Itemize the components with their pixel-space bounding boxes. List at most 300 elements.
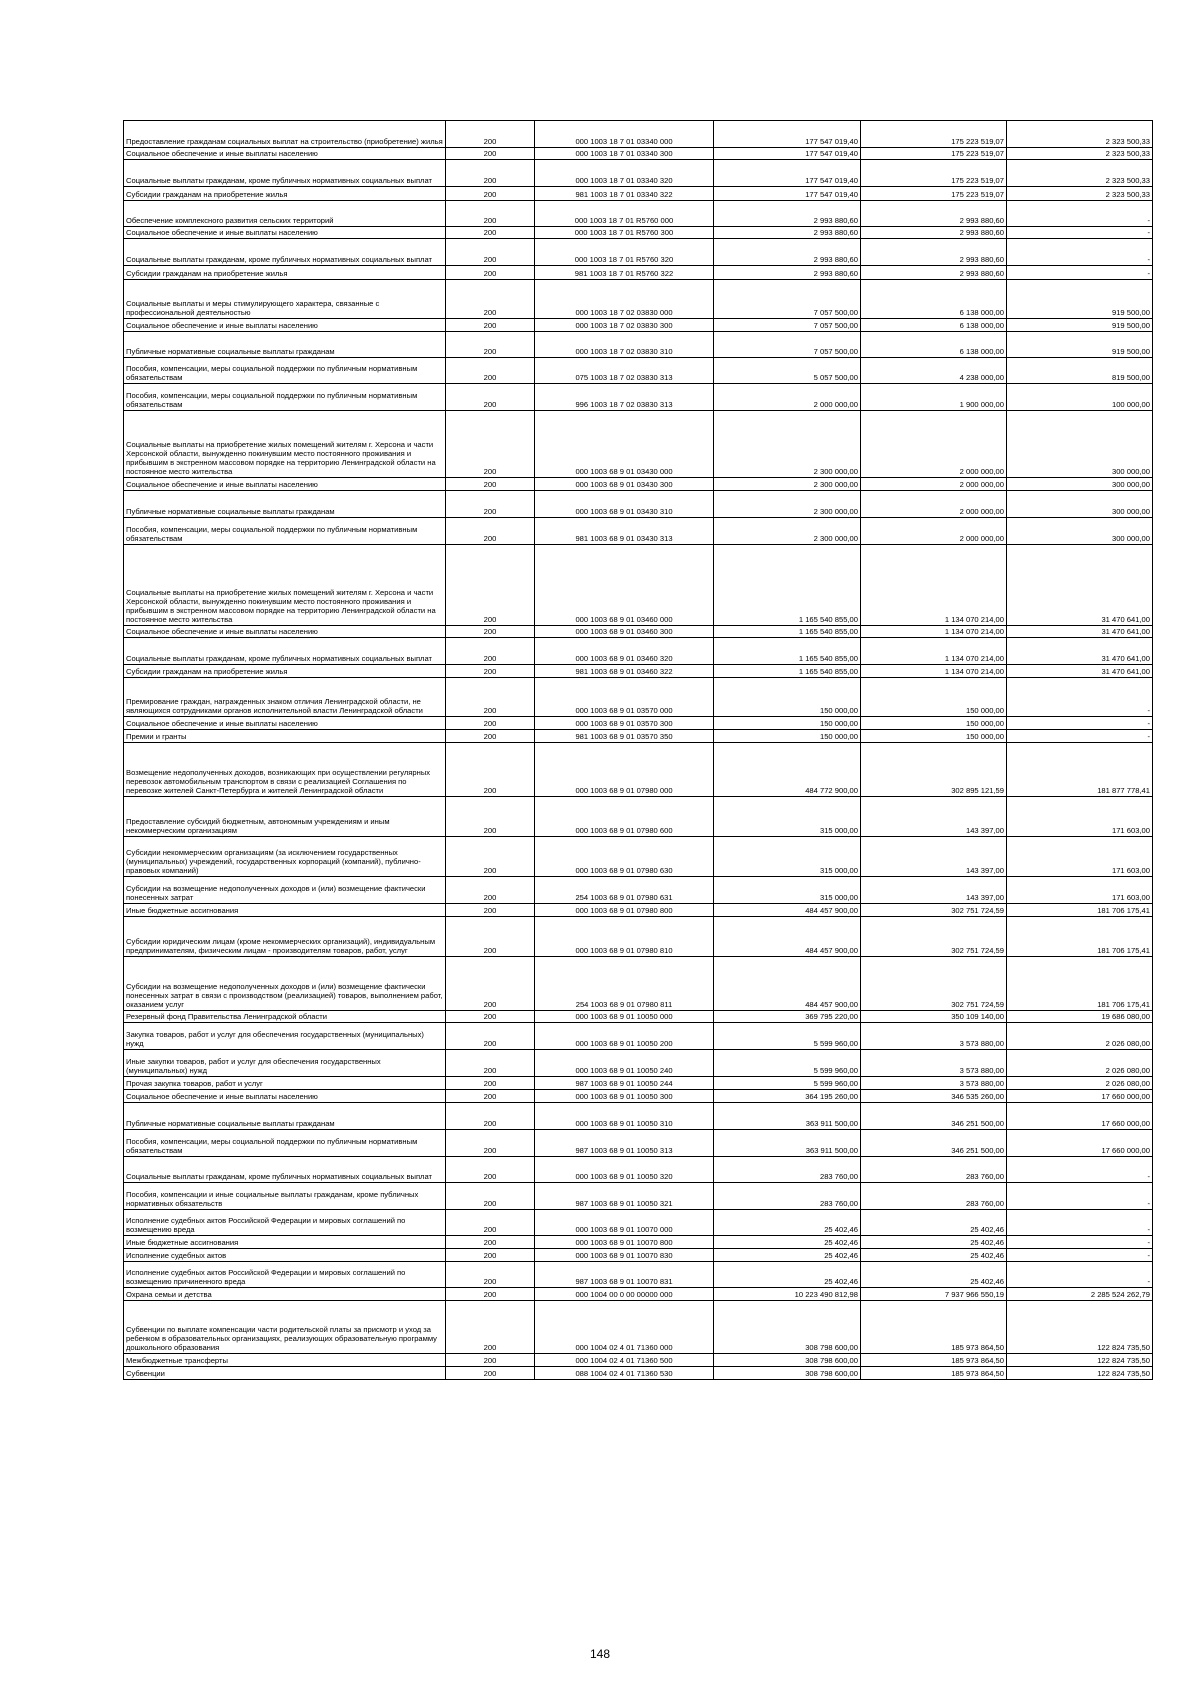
row-code-cell: 200	[446, 411, 535, 478]
row-remaining-amount-cell: -	[1007, 730, 1153, 743]
row-kbk-cell: 000 1003 18 7 01 R5760 000	[535, 201, 714, 227]
row-code-cell: 200	[446, 1236, 535, 1249]
row-name-cell: Предоставление субсидий бюджетным, автономным учреждениям и иным некоммерческим организациям	[124, 797, 446, 837]
row-name-cell: Субсидии на возмещение недополученных доходов и (или) возмещение фактически понесенных затрат	[124, 877, 446, 904]
row-plan-amount-cell: 484 457 900,00	[714, 904, 861, 917]
row-name-cell: Социальные выплаты на приобретение жилых помещений жителям г. Херсона и части Херсонской области, вынужденно покинувшим место постоянного проживания и прибывшим в экстренном массовом порядке на территорию Ленинградской области на постоянное место жительства	[124, 545, 446, 626]
row-kbk-cell: 000 1004 02 4 01 71360 000	[535, 1301, 714, 1354]
row-code-cell: 200	[446, 1011, 535, 1023]
row-kbk-cell: 000 1003 18 7 01 R5760 320	[535, 239, 714, 266]
row-plan-amount-cell: 7 057 500,00	[714, 280, 861, 319]
row-code-cell: 200	[446, 917, 535, 957]
row-name-cell: Социальное обеспечение и иные выплаты населению	[124, 227, 446, 239]
row-remaining-amount-cell: 2 026 080,00	[1007, 1077, 1153, 1090]
row-plan-amount-cell: 315 000,00	[714, 837, 861, 877]
row-executed-amount-cell: 1 134 070 214,00	[861, 665, 1007, 678]
row-plan-amount-cell: 2 993 880,60	[714, 201, 861, 227]
row-name-cell: Возмещение недополученных доходов, возникающих при осуществлении регулярных перевозок автомобильным транспортом в связи с реализацией Соглашения по перевозке жителей Санкт-Петербурга и жителей Ленинградской области	[124, 743, 446, 797]
row-plan-amount-cell: 315 000,00	[714, 877, 861, 904]
row-remaining-amount-cell: -	[1007, 678, 1153, 717]
row-plan-amount-cell: 10 223 490 812,98	[714, 1288, 861, 1301]
row-executed-amount-cell: 143 397,00	[861, 797, 1007, 837]
row-code-cell: 200	[446, 121, 535, 148]
row-remaining-amount-cell: -	[1007, 1249, 1153, 1262]
row-plan-amount-cell: 315 000,00	[714, 797, 861, 837]
table-row	[124, 280, 1153, 319]
row-plan-amount-cell: 364 195 260,00	[714, 1090, 861, 1103]
row-executed-amount-cell: 4 238 000,00	[861, 358, 1007, 384]
row-remaining-amount-cell: 2 285 524 262,79	[1007, 1288, 1153, 1301]
row-kbk-cell: 000 1003 68 9 01 07980 600	[535, 797, 714, 837]
row-code-cell: 200	[446, 1249, 535, 1262]
budget-table-body	[124, 121, 1153, 1380]
row-kbk-cell: 000 1003 68 9 01 07980 810	[535, 917, 714, 957]
row-name-cell: Предоставление гражданам социальных выплат на строительство (приобретение) жилья	[124, 121, 446, 148]
row-plan-amount-cell: 7 057 500,00	[714, 319, 861, 332]
row-kbk-cell: 000 1003 68 9 01 10050 300	[535, 1090, 714, 1103]
table-row	[124, 239, 1153, 266]
row-remaining-amount-cell: 122 824 735,50	[1007, 1367, 1153, 1380]
row-plan-amount-cell: 2 300 000,00	[714, 491, 861, 518]
row-code-cell: 200	[446, 626, 535, 638]
row-name-cell: Публичные нормативные социальные выплаты гражданам	[124, 491, 446, 518]
table-row	[124, 665, 1153, 678]
row-plan-amount-cell: 2 993 880,60	[714, 227, 861, 239]
row-name-cell: Социальные выплаты гражданам, кроме публичных нормативных социальных выплат	[124, 239, 446, 266]
row-executed-amount-cell: 302 751 724,59	[861, 904, 1007, 917]
row-kbk-cell: 000 1003 68 9 01 10050 000	[535, 1011, 714, 1023]
table-row	[124, 957, 1153, 1011]
row-plan-amount-cell: 150 000,00	[714, 717, 861, 730]
row-name-cell: Резервный фонд Правительства Ленинградской области	[124, 1011, 446, 1023]
row-code-cell: 200	[446, 730, 535, 743]
row-code-cell: 200	[446, 1262, 535, 1288]
row-remaining-amount-cell: 181 706 175,41	[1007, 904, 1153, 917]
row-plan-amount-cell: 2 993 880,60	[714, 239, 861, 266]
row-name-cell: Премии и гранты	[124, 730, 446, 743]
row-code-cell: 200	[446, 148, 535, 160]
row-plan-amount-cell: 25 402,46	[714, 1210, 861, 1236]
row-code-cell: 200	[446, 478, 535, 491]
row-name-cell: Пособия, компенсации и иные социальные выплаты гражданам, кроме публичных нормативных обязательств	[124, 1183, 446, 1210]
row-plan-amount-cell: 283 760,00	[714, 1157, 861, 1183]
row-name-cell: Субсидии гражданам на приобретение жилья	[124, 266, 446, 280]
row-kbk-cell: 000 1003 68 9 01 03430 300	[535, 478, 714, 491]
row-executed-amount-cell: 185 973 864,50	[861, 1354, 1007, 1367]
row-plan-amount-cell: 1 165 540 855,00	[714, 638, 861, 665]
row-name-cell: Социальные выплаты гражданам, кроме публичных нормативных социальных выплат	[124, 160, 446, 187]
row-kbk-cell: 000 1003 68 9 01 10050 240	[535, 1050, 714, 1077]
row-kbk-cell: 000 1003 68 9 01 10050 320	[535, 1157, 714, 1183]
row-remaining-amount-cell: -	[1007, 1157, 1153, 1183]
row-name-cell: Прочая закупка товаров, работ и услуг	[124, 1077, 446, 1090]
row-name-cell: Социальное обеспечение и иные выплаты населению	[124, 319, 446, 332]
row-kbk-cell: 000 1003 68 9 01 03460 320	[535, 638, 714, 665]
row-plan-amount-cell: 308 798 600,00	[714, 1354, 861, 1367]
row-executed-amount-cell: 302 751 724,59	[861, 957, 1007, 1011]
row-remaining-amount-cell: 31 470 641,00	[1007, 545, 1153, 626]
row-name-cell: Социальное обеспечение и иные выплаты населению	[124, 478, 446, 491]
row-code-cell: 200	[446, 358, 535, 384]
row-name-cell: Субсидии на возмещение недополученных доходов и (или) возмещение фактически понесенных затрат в связи с производством (реализацией) товаров, выполнением работ, оказанием услуг	[124, 957, 446, 1011]
table-row	[124, 491, 1153, 518]
row-code-cell: 200	[446, 877, 535, 904]
row-name-cell: Исполнение судебных актов	[124, 1249, 446, 1262]
row-remaining-amount-cell: 122 824 735,50	[1007, 1354, 1153, 1367]
row-name-cell: Пособия, компенсации, меры социальной поддержки по публичным нормативным обязательствам	[124, 384, 446, 411]
row-code-cell: 200	[446, 1157, 535, 1183]
row-kbk-cell: 000 1003 68 9 01 03460 300	[535, 626, 714, 638]
table-row	[124, 917, 1153, 957]
row-kbk-cell: 000 1003 18 7 01 R5760 300	[535, 227, 714, 239]
row-code-cell: 200	[446, 717, 535, 730]
table-row	[124, 904, 1153, 917]
row-name-cell: Иные бюджетные ассигнования	[124, 904, 446, 917]
row-name-cell: Межбюджетные трансферты	[124, 1354, 446, 1367]
row-remaining-amount-cell: 171 603,00	[1007, 797, 1153, 837]
row-remaining-amount-cell: -	[1007, 227, 1153, 239]
row-remaining-amount-cell: -	[1007, 201, 1153, 227]
row-executed-amount-cell: 283 760,00	[861, 1157, 1007, 1183]
row-plan-amount-cell: 150 000,00	[714, 678, 861, 717]
row-plan-amount-cell: 2 300 000,00	[714, 478, 861, 491]
row-plan-amount-cell: 1 165 540 855,00	[714, 626, 861, 638]
row-plan-amount-cell: 2 000 000,00	[714, 384, 861, 411]
table-row	[124, 1301, 1153, 1354]
row-remaining-amount-cell: 300 000,00	[1007, 491, 1153, 518]
table-row	[124, 730, 1153, 743]
row-code-cell: 200	[446, 266, 535, 280]
row-kbk-cell: 075 1003 18 7 02 03830 313	[535, 358, 714, 384]
row-plan-amount-cell: 283 760,00	[714, 1183, 861, 1210]
row-executed-amount-cell: 143 397,00	[861, 877, 1007, 904]
row-remaining-amount-cell: 17 660 000,00	[1007, 1130, 1153, 1157]
row-remaining-amount-cell: 2 323 500,33	[1007, 187, 1153, 201]
table-row	[124, 148, 1153, 160]
row-code-cell: 200	[446, 518, 535, 545]
row-remaining-amount-cell: -	[1007, 1210, 1153, 1236]
row-code-cell: 200	[446, 1183, 535, 1210]
row-kbk-cell: 000 1003 18 7 01 03340 000	[535, 121, 714, 148]
row-plan-amount-cell: 177 547 019,40	[714, 148, 861, 160]
row-kbk-cell: 254 1003 68 9 01 07980 811	[535, 957, 714, 1011]
row-executed-amount-cell: 25 402,46	[861, 1249, 1007, 1262]
table-row	[124, 1354, 1153, 1367]
row-plan-amount-cell: 25 402,46	[714, 1262, 861, 1288]
row-remaining-amount-cell: 2 323 500,33	[1007, 121, 1153, 148]
row-code-cell: 200	[446, 1023, 535, 1050]
row-code-cell: 200	[446, 1367, 535, 1380]
row-code-cell: 200	[446, 1130, 535, 1157]
row-name-cell: Иные закупки товаров, работ и услуг для обеспечения государственных (муниципальных) нужд	[124, 1050, 446, 1077]
row-executed-amount-cell: 3 573 880,00	[861, 1050, 1007, 1077]
table-row	[124, 1103, 1153, 1130]
row-remaining-amount-cell: 171 603,00	[1007, 837, 1153, 877]
row-name-cell: Исполнение судебных актов Российской Федерации и мировых соглашений по возмещению причиненного вреда	[124, 1262, 446, 1288]
row-executed-amount-cell: 2 000 000,00	[861, 478, 1007, 491]
row-executed-amount-cell: 1 134 070 214,00	[861, 545, 1007, 626]
row-remaining-amount-cell: -	[1007, 1262, 1153, 1288]
row-code-cell: 200	[446, 1077, 535, 1090]
table-row	[124, 187, 1153, 201]
row-executed-amount-cell: 175 223 519,07	[861, 187, 1007, 201]
row-name-cell: Социальные выплаты на приобретение жилых помещений жителям г. Херсона и части Херсонской области, вынужденно покинувшим место постоянного проживания и прибывшим в экстренном массовом порядке на территорию Ленинградской области на постоянное место жительства	[124, 411, 446, 478]
row-name-cell: Социальное обеспечение и иные выплаты населению	[124, 717, 446, 730]
row-code-cell: 200	[446, 332, 535, 358]
row-plan-amount-cell: 1 165 540 855,00	[714, 545, 861, 626]
row-executed-amount-cell: 346 251 500,00	[861, 1103, 1007, 1130]
row-plan-amount-cell: 150 000,00	[714, 730, 861, 743]
table-row	[124, 797, 1153, 837]
row-name-cell: Обеспечение комплексного развития сельских территорий	[124, 201, 446, 227]
row-kbk-cell: 987 1003 68 9 01 10050 244	[535, 1077, 714, 1090]
row-plan-amount-cell: 177 547 019,40	[714, 121, 861, 148]
row-kbk-cell: 088 1004 02 4 01 71360 530	[535, 1367, 714, 1380]
row-kbk-cell: 000 1003 68 9 01 03430 310	[535, 491, 714, 518]
row-code-cell: 200	[446, 1103, 535, 1130]
row-kbk-cell: 981 1003 68 9 01 03460 322	[535, 665, 714, 678]
table-row	[124, 1077, 1153, 1090]
row-kbk-cell: 000 1003 68 9 01 03430 000	[535, 411, 714, 478]
table-row	[124, 1210, 1153, 1236]
row-kbk-cell: 981 1003 18 7 01 03340 322	[535, 187, 714, 201]
table-row	[124, 319, 1153, 332]
row-code-cell: 200	[446, 837, 535, 877]
row-executed-amount-cell: 350 109 140,00	[861, 1011, 1007, 1023]
row-kbk-cell: 000 1003 68 9 01 10070 830	[535, 1249, 714, 1262]
budget-sheet	[123, 120, 1152, 1380]
row-executed-amount-cell: 1 900 000,00	[861, 384, 1007, 411]
row-kbk-cell: 000 1003 68 9 01 03570 000	[535, 678, 714, 717]
table-row	[124, 1023, 1153, 1050]
row-plan-amount-cell: 369 795 220,00	[714, 1011, 861, 1023]
row-remaining-amount-cell: 181 706 175,41	[1007, 957, 1153, 1011]
row-code-cell: 200	[446, 280, 535, 319]
row-code-cell: 200	[446, 491, 535, 518]
row-name-cell: Социальное обеспечение и иные выплаты населению	[124, 1090, 446, 1103]
row-executed-amount-cell: 2 993 880,60	[861, 266, 1007, 280]
row-remaining-amount-cell: -	[1007, 1183, 1153, 1210]
row-name-cell: Публичные нормативные социальные выплаты гражданам	[124, 1103, 446, 1130]
row-remaining-amount-cell: 300 000,00	[1007, 411, 1153, 478]
row-plan-amount-cell: 363 911 500,00	[714, 1103, 861, 1130]
row-kbk-cell: 254 1003 68 9 01 07980 631	[535, 877, 714, 904]
row-name-cell: Социальное обеспечение и иные выплаты населению	[124, 626, 446, 638]
row-kbk-cell: 000 1003 18 7 02 03830 310	[535, 332, 714, 358]
row-kbk-cell: 000 1003 68 9 01 07980 800	[535, 904, 714, 917]
row-code-cell: 200	[446, 239, 535, 266]
row-executed-amount-cell: 1 134 070 214,00	[861, 638, 1007, 665]
row-kbk-cell: 000 1003 68 9 01 03570 300	[535, 717, 714, 730]
row-executed-amount-cell: 2 000 000,00	[861, 411, 1007, 478]
row-plan-amount-cell: 5 599 960,00	[714, 1077, 861, 1090]
row-kbk-cell: 000 1003 68 9 01 07980 000	[535, 743, 714, 797]
row-code-cell: 200	[446, 1301, 535, 1354]
row-plan-amount-cell: 1 165 540 855,00	[714, 665, 861, 678]
row-executed-amount-cell: 185 973 864,50	[861, 1367, 1007, 1380]
row-name-cell: Субвенции	[124, 1367, 446, 1380]
row-plan-amount-cell: 177 547 019,40	[714, 160, 861, 187]
row-code-cell: 200	[446, 665, 535, 678]
row-plan-amount-cell: 484 457 900,00	[714, 917, 861, 957]
row-code-cell: 200	[446, 201, 535, 227]
row-kbk-cell: 000 1003 68 9 01 10070 800	[535, 1236, 714, 1249]
row-name-cell: Иные бюджетные ассигнования	[124, 1236, 446, 1249]
row-plan-amount-cell: 2 993 880,60	[714, 266, 861, 280]
row-executed-amount-cell: 283 760,00	[861, 1183, 1007, 1210]
row-executed-amount-cell: 2 000 000,00	[861, 491, 1007, 518]
row-executed-amount-cell: 302 895 121,59	[861, 743, 1007, 797]
row-kbk-cell: 000 1003 68 9 01 03460 000	[535, 545, 714, 626]
row-remaining-amount-cell: 31 470 641,00	[1007, 665, 1153, 678]
row-executed-amount-cell: 25 402,46	[861, 1236, 1007, 1249]
row-executed-amount-cell: 25 402,46	[861, 1210, 1007, 1236]
row-remaining-amount-cell: 2 026 080,00	[1007, 1023, 1153, 1050]
row-remaining-amount-cell: 122 824 735,50	[1007, 1301, 1153, 1354]
table-row	[124, 121, 1153, 148]
row-code-cell: 200	[446, 187, 535, 201]
row-remaining-amount-cell: 171 603,00	[1007, 877, 1153, 904]
row-executed-amount-cell: 3 573 880,00	[861, 1077, 1007, 1090]
row-remaining-amount-cell: 19 686 080,00	[1007, 1011, 1153, 1023]
row-executed-amount-cell: 2 993 880,60	[861, 201, 1007, 227]
row-name-cell: Социальные выплаты гражданам, кроме публичных нормативных социальных выплат	[124, 638, 446, 665]
row-plan-amount-cell: 2 300 000,00	[714, 411, 861, 478]
row-remaining-amount-cell: 100 000,00	[1007, 384, 1153, 411]
row-code-cell: 200	[446, 319, 535, 332]
row-remaining-amount-cell: 300 000,00	[1007, 478, 1153, 491]
table-row	[124, 518, 1153, 545]
row-kbk-cell: 000 1003 18 7 02 03830 000	[535, 280, 714, 319]
row-plan-amount-cell: 308 798 600,00	[714, 1301, 861, 1354]
row-name-cell: Пособия, компенсации, меры социальной поддержки по публичным нормативным обязательствам	[124, 518, 446, 545]
row-kbk-cell: 000 1003 68 9 01 10050 200	[535, 1023, 714, 1050]
row-name-cell: Субсидии гражданам на приобретение жилья	[124, 187, 446, 201]
table-row	[124, 1236, 1153, 1249]
row-executed-amount-cell: 302 751 724,59	[861, 917, 1007, 957]
row-name-cell: Социальные выплаты и меры стимулирующего характера, связанные с профессиональной деятельностью	[124, 280, 446, 319]
row-kbk-cell: 981 1003 68 9 01 03430 313	[535, 518, 714, 545]
row-executed-amount-cell: 175 223 519,07	[861, 121, 1007, 148]
table-row	[124, 1011, 1153, 1023]
table-row	[124, 877, 1153, 904]
row-remaining-amount-cell: -	[1007, 266, 1153, 280]
table-row	[124, 1090, 1153, 1103]
budget-table	[123, 120, 1153, 1380]
row-remaining-amount-cell: 31 470 641,00	[1007, 638, 1153, 665]
row-name-cell: Публичные нормативные социальные выплаты гражданам	[124, 332, 446, 358]
table-row	[124, 227, 1153, 239]
row-executed-amount-cell: 346 535 260,00	[861, 1090, 1007, 1103]
row-plan-amount-cell: 25 402,46	[714, 1249, 861, 1262]
table-row	[124, 201, 1153, 227]
row-kbk-cell: 000 1003 18 7 02 03830 300	[535, 319, 714, 332]
row-executed-amount-cell: 150 000,00	[861, 678, 1007, 717]
row-plan-amount-cell: 484 457 900,00	[714, 957, 861, 1011]
row-name-cell: Субсидии юридическим лицам (кроме некоммерческих организаций), индивидуальным предпринимателям, физическим лицам - производителям товаров, работ, услуг	[124, 917, 446, 957]
row-remaining-amount-cell: 181 877 778,41	[1007, 743, 1153, 797]
row-code-cell: 200	[446, 638, 535, 665]
row-kbk-cell: 000 1003 18 7 01 03340 320	[535, 160, 714, 187]
table-row	[124, 411, 1153, 478]
table-row	[124, 626, 1153, 638]
row-remaining-amount-cell: 919 500,00	[1007, 332, 1153, 358]
row-remaining-amount-cell: 17 660 000,00	[1007, 1090, 1153, 1103]
row-executed-amount-cell: 150 000,00	[861, 717, 1007, 730]
row-executed-amount-cell: 150 000,00	[861, 730, 1007, 743]
row-code-cell: 200	[446, 227, 535, 239]
table-row	[124, 478, 1153, 491]
row-executed-amount-cell: 25 402,46	[861, 1262, 1007, 1288]
table-row	[124, 1157, 1153, 1183]
row-plan-amount-cell: 7 057 500,00	[714, 332, 861, 358]
row-executed-amount-cell: 2 000 000,00	[861, 518, 1007, 545]
table-row	[124, 545, 1153, 626]
row-kbk-cell: 996 1003 18 7 02 03830 313	[535, 384, 714, 411]
row-remaining-amount-cell: -	[1007, 1236, 1153, 1249]
row-name-cell: Социальное обеспечение и иные выплаты населению	[124, 148, 446, 160]
page-number: 148	[589, 1647, 611, 1661]
row-plan-amount-cell: 308 798 600,00	[714, 1367, 861, 1380]
row-remaining-amount-cell: 300 000,00	[1007, 518, 1153, 545]
row-kbk-cell: 000 1003 18 7 01 03340 300	[535, 148, 714, 160]
row-code-cell: 200	[446, 904, 535, 917]
table-row	[124, 1249, 1153, 1262]
row-executed-amount-cell: 7 937 966 550,19	[861, 1288, 1007, 1301]
table-row	[124, 638, 1153, 665]
row-executed-amount-cell: 3 573 880,00	[861, 1023, 1007, 1050]
row-remaining-amount-cell: 919 500,00	[1007, 280, 1153, 319]
table-row	[124, 266, 1153, 280]
table-row	[124, 1183, 1153, 1210]
row-name-cell: Субсидии некоммерческим организациям (за исключением государственных (муниципальных) учреждений, государственных корпораций (компаний), публично-правовых компаний)	[124, 837, 446, 877]
row-plan-amount-cell: 25 402,46	[714, 1236, 861, 1249]
table-row	[124, 837, 1153, 877]
table-row	[124, 1288, 1153, 1301]
row-code-cell: 200	[446, 1210, 535, 1236]
table-row	[124, 1130, 1153, 1157]
row-code-cell: 200	[446, 1288, 535, 1301]
row-code-cell: 200	[446, 797, 535, 837]
row-remaining-amount-cell: -	[1007, 239, 1153, 266]
row-remaining-amount-cell: 17 660 000,00	[1007, 1103, 1153, 1130]
table-row	[124, 332, 1153, 358]
row-code-cell: 200	[446, 384, 535, 411]
table-row	[124, 384, 1153, 411]
row-plan-amount-cell: 5 057 500,00	[714, 358, 861, 384]
row-executed-amount-cell: 185 973 864,50	[861, 1301, 1007, 1354]
row-remaining-amount-cell: 2 323 500,33	[1007, 160, 1153, 187]
row-executed-amount-cell: 175 223 519,07	[861, 148, 1007, 160]
row-executed-amount-cell: 2 993 880,60	[861, 227, 1007, 239]
table-row	[124, 1050, 1153, 1077]
row-code-cell: 200	[446, 743, 535, 797]
row-name-cell: Исполнение судебных актов Российской Федерации и мировых соглашений по возмещению вреда	[124, 1210, 446, 1236]
row-executed-amount-cell: 6 138 000,00	[861, 332, 1007, 358]
table-row	[124, 358, 1153, 384]
row-kbk-cell: 987 1003 68 9 01 10070 831	[535, 1262, 714, 1288]
row-code-cell: 200	[446, 545, 535, 626]
row-kbk-cell: 981 1003 68 9 01 03570 350	[535, 730, 714, 743]
row-executed-amount-cell: 346 251 500,00	[861, 1130, 1007, 1157]
row-executed-amount-cell: 6 138 000,00	[861, 319, 1007, 332]
table-row	[124, 1262, 1153, 1288]
row-kbk-cell: 000 1004 00 0 00 00000 000	[535, 1288, 714, 1301]
table-row	[124, 678, 1153, 717]
row-kbk-cell: 981 1003 18 7 01 R5760 322	[535, 266, 714, 280]
row-plan-amount-cell: 5 599 960,00	[714, 1023, 861, 1050]
row-plan-amount-cell: 177 547 019,40	[714, 187, 861, 201]
